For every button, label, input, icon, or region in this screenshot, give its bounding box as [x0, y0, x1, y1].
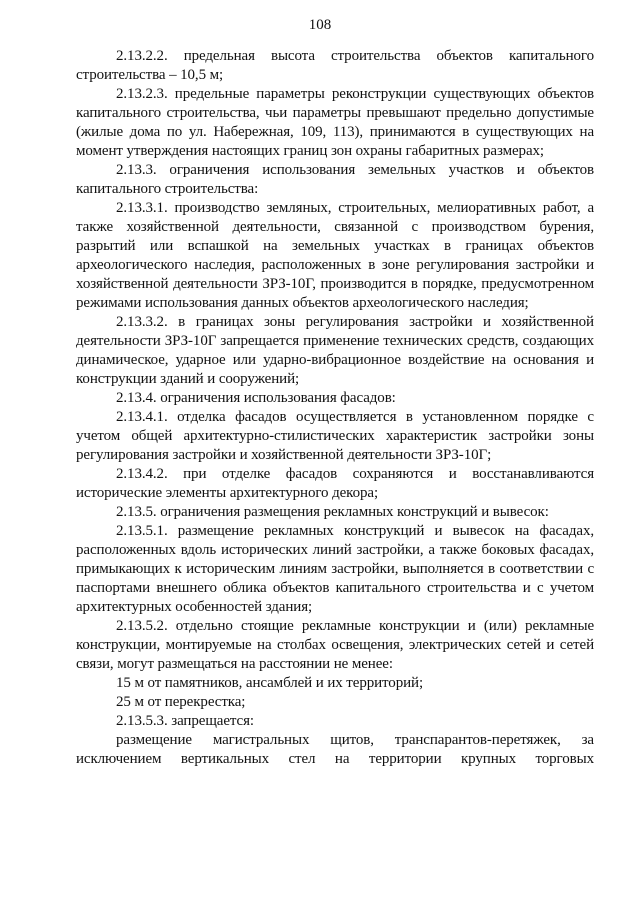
paragraph-distance-crossroad: 25 м от перекрестка; [116, 694, 246, 710]
document-body [76, 47, 594, 769]
paragraph-2-13-3: 2.13.3. ограничения использования земельных участков и объектов капитального строительства: [76, 162, 594, 197]
paragraph-2-13-3-2: 2.13.3.2. в границах зоны регулирования застройки и хозяйственной деятельности ЗРЗ-10Г запрещается применение технических средств, создающих динамическое, ударное или ударно-вибрационное воздействие на основания и конструкции зданий и сооружений; [76, 314, 594, 387]
paragraph-2-13-2-2: 2.13.2.2. предельная высота строительства объектов капитального строительства – 10,5 м; [76, 48, 594, 83]
page-number: 108 [308, 17, 332, 33]
paragraph-2-13-2-3: 2.13.2.3. предельные параметры реконструкции существующих объектов капитального строительства, чьи параметры превышают предельно допустимые (жилые дома по ул. Набережная, 109, 113), принимаются в существующих на момент утверждения настоящих границ зон охраны габаритных размерах; [76, 86, 594, 159]
paragraph-2-13-5: 2.13.5. ограничения размещения рекламных конструкций и вывесок: [116, 504, 549, 520]
paragraph-2-13-4: 2.13.4. ограничения использования фасадов: [116, 390, 396, 406]
paragraph-2-13-5-3: 2.13.5.3. запрещается: [116, 713, 254, 729]
paragraph-prohibition-billboards: размещение магистральных щитов, транспарантов-перетяжек, за исключением вертикальных стел на территории крупных торговых [76, 732, 594, 767]
paragraph-2-13-4-2: 2.13.4.2. при отделке фасадов сохраняются и восстанавливаются исторические элементы архитектурного декора; [76, 466, 594, 501]
paragraph-distance-monuments: 15 м от памятников, ансамблей и их территорий; [116, 675, 424, 691]
paragraph-2-13-5-2: 2.13.5.2. отдельно стоящие рекламные конструкции и (или) рекламные конструкции, монтируемые на столбах освещения, электрических сетей и сетей связи, могут размещаться на расстоянии не менее: [76, 618, 594, 672]
paragraph-2-13-4-1: 2.13.4.1. отделка фасадов осуществляется в установленном порядке с учетом общей архитектурно-стилистических характеристик застройки зоны регулирования застройки и хозяйственной деятельности ЗРЗ-10Г; [76, 409, 594, 463]
paragraph-2-13-5-1: 2.13.5.1. размещение рекламных конструкций и вывесок на фасадах, расположенных вдоль исторических линий застройки, а также боковых фасадах, примыкающих к историческим линиям застройки, выполняется в соответствии с паспортами внешнего облика объектов капитального строительства и с учетом архитектурных особенностей здания; [76, 523, 594, 615]
paragraph-2-13-3-1: 2.13.3.1. производство земляных, строительных, мелиоративных работ, а также хозяйственной деятельности, связанной с производством бурения, разрытий или вспашкой на земельных участках в границах объектов археологического наследия, расположенных в зоне регулирования застройки и хозяйственной деятельности ЗРЗ-10Г, производится в порядке, предусмотренном режимами использования данных объектов археологического наследия; [76, 200, 594, 311]
